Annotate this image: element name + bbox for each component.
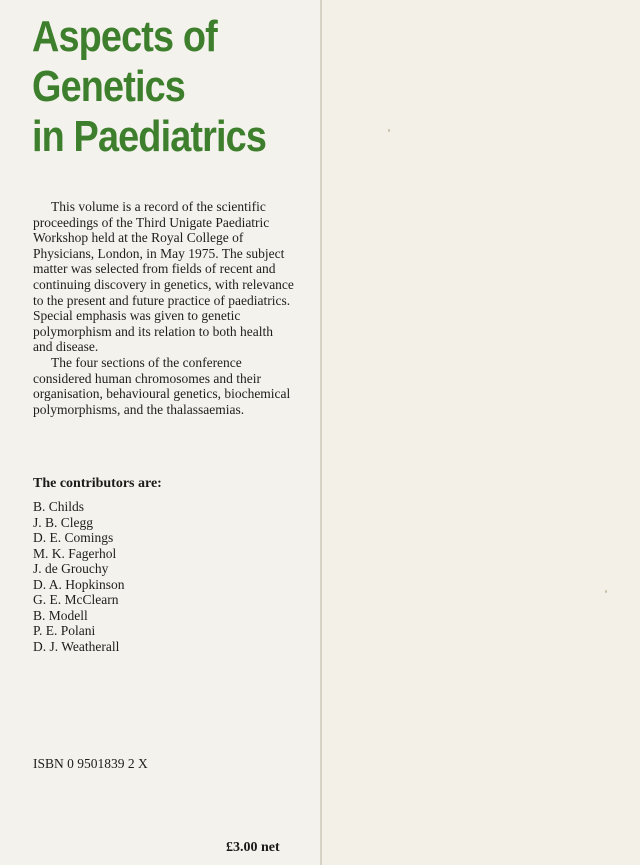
contributor-name: B. Modell: [33, 607, 88, 623]
paper-speck: [605, 590, 607, 593]
description-paragraph-2: The four sections of the conference considered human chromosomes and their organisation, behavioural genetics, biochemical polymorphisms, and the thalassaemias.: [33, 354, 291, 417]
contributor-name: J. B. Clegg: [33, 514, 94, 530]
book-title: [32, 12, 266, 162]
contributor-name: G. E. McClearn: [33, 592, 119, 607]
contributor-name: D. J. Weatherall: [33, 638, 120, 654]
book-title-line-1: Aspects of: [32, 12, 217, 61]
contributors-list: [33, 499, 125, 654]
contributor-name: D. E. Comings: [33, 530, 114, 545]
description-paragraph-1: This volume is a record of the scientific proceedings of the Third Unigate Paediatric Workshop held at the Royal College of Physicians, London, in May 1975. The subject matter was selected from fields of recent and continuing discovery in genetics, with relevance to the present and future practice of paediatrics. Special emphasis was given to genetic polymorphism and its relation to both health and disease.: [33, 199, 294, 355]
price-label: £3.00 net: [226, 840, 280, 855]
book-title-line-3: in Paediatrics: [32, 112, 267, 161]
contributor-name: P. E. Polani: [33, 623, 96, 638]
book-description: [33, 199, 295, 417]
blank-flap-panel: [322, 0, 640, 865]
contributor-name: M. K. Fagerhol: [33, 545, 117, 561]
paper-speck: [388, 129, 390, 132]
contributor-name: D. A. Hopkinson: [33, 576, 125, 592]
contributor-name: J. de Grouchy: [33, 561, 109, 576]
isbn-number: ISBN 0 9501839 2 X: [33, 756, 148, 771]
book-title-line-2: Genetics: [32, 62, 185, 111]
contributors-heading: The contributors are:: [33, 476, 162, 491]
contributor-name: B. Childs: [33, 499, 85, 514]
